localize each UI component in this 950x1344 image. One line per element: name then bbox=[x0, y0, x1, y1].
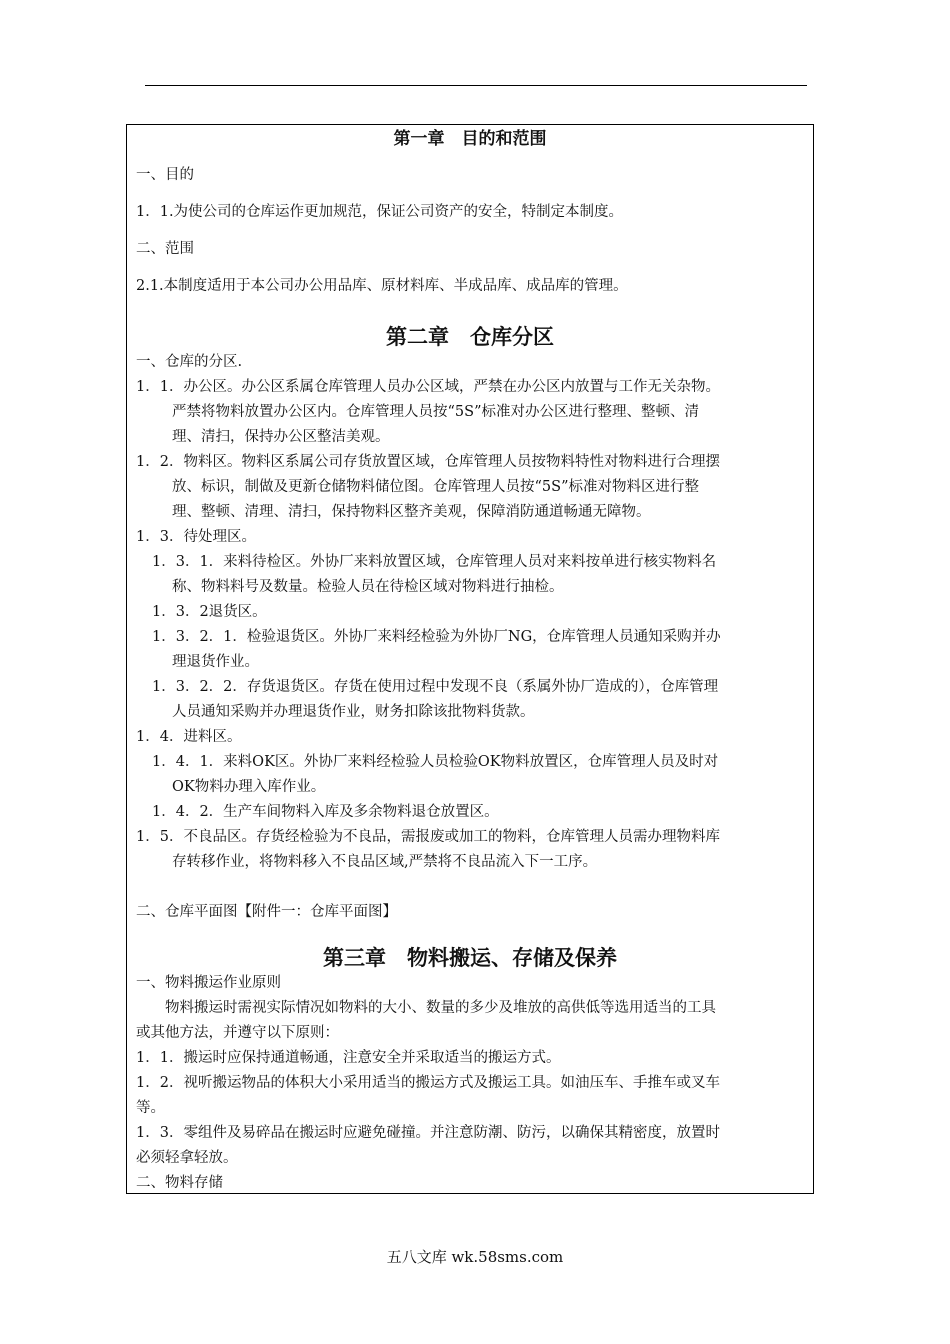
list-item: 1．3．2退货区。 bbox=[152, 604, 267, 620]
list-item: 1．3．2．2．存货退货区。存货在使用过程中发现不良（系属外协厂造成的），仓库管理 bbox=[152, 679, 719, 695]
section-heading: 一、物料搬运作业原则 bbox=[136, 975, 281, 991]
list-item: 1．3．待处理区。 bbox=[136, 529, 256, 545]
header-rule bbox=[145, 85, 807, 86]
list-item: 1．3．2．1．检验退货区。外协厂来料经检验为外协厂NG，仓库管理人员通知采购并办 bbox=[152, 629, 721, 645]
list-item-cont: 必须轻拿轻放。 bbox=[136, 1150, 238, 1166]
list-item: 1．5．不良品区。存货经检验为不良品，需报废或加工的物料，仓库管理人员需办理物料库 bbox=[136, 829, 720, 845]
section-heading: 二、物料存储 bbox=[136, 1175, 223, 1191]
section-heading: 一、目的 bbox=[136, 167, 194, 183]
list-item-cont: 人员通知采购并办理退货作业，财务扣除该批物料货款。 bbox=[172, 704, 535, 720]
list-item-cont: OK物料办理入库作业。 bbox=[172, 779, 326, 795]
section-heading: 二、仓库平面图【附件一：仓库平面图】 bbox=[136, 904, 397, 920]
chapter-1-title: 第一章 目的和范围 bbox=[393, 129, 547, 149]
list-item: 1．4．进料区。 bbox=[136, 729, 242, 745]
list-item: 1．2．视听搬运物品的体积大小采用适当的搬运方式及搬运工具。如油压车、手推车或叉车 bbox=[136, 1075, 720, 1091]
list-item: 1．1．搬运时应保持通道畅通，注意安全并采取适当的搬运方式。 bbox=[136, 1050, 561, 1066]
chapter-3-title: 第三章 物料搬运、存储及保养 bbox=[323, 946, 617, 970]
paragraph: 或其他方法，并遵守以下原则： bbox=[136, 1025, 339, 1041]
list-item: 1．3．1．来料待检区。外协厂来料放置区域，仓库管理人员对来料按单进行核实物料名 bbox=[152, 554, 717, 570]
list-item: 1．1．办公区。办公区系属仓库管理人员办公区域，严禁在办公区内放置与工作无关杂物。 bbox=[136, 379, 720, 395]
paragraph: 物料搬运时需视实际情况如物料的大小、数量的多少及堆放的高供低等选用适当的工具 bbox=[136, 1000, 716, 1016]
list-item: 1．4．1．来料OK区。外协厂来料经检验人员检验OK物料放置区，仓库管理人员及时对 bbox=[152, 754, 719, 770]
paragraph: 1．1.为使公司的仓库运作更加规范，保证公司资产的安全，特制定本制度。 bbox=[136, 204, 624, 220]
section-heading: 二、范围 bbox=[136, 241, 194, 257]
document-frame bbox=[126, 124, 814, 1194]
list-item: 1．4．2．生产车间物料入库及多余物料退仓放置区。 bbox=[152, 804, 499, 820]
list-item-cont: 理退货作业。 bbox=[172, 654, 259, 670]
chapter-2-title: 第二章 仓库分区 bbox=[386, 325, 554, 349]
list-item-cont: 存转移作业，将物料移入不良品区域,严禁将不良品流入下一工序。 bbox=[172, 854, 598, 870]
list-item-cont: 理、整顿、清理、清扫，保持物料区整齐美观，保障消防通道畅通无障物。 bbox=[172, 504, 651, 520]
list-item-cont: 理、清扫，保持办公区整洁美观。 bbox=[172, 429, 390, 445]
list-item-cont: 严禁将物料放置办公区内。仓库管理人员按“5S”标准对办公区进行整理、整顿、清 bbox=[172, 404, 699, 420]
paragraph: 2.1.本制度适用于本公司办公用品库、原材料库、半成品库、成品库的管理。 bbox=[136, 278, 628, 294]
list-item-cont: 等。 bbox=[136, 1100, 165, 1116]
footer-watermark: 五八文库 wk.58sms.com bbox=[386, 1248, 564, 1266]
list-item-cont: 称、物料料号及数量。检验人员在待检区域对物料进行抽检。 bbox=[172, 579, 564, 595]
section-heading: 一、仓库的分区. bbox=[136, 354, 243, 370]
list-item: 1．3．零组件及易碎品在搬运时应避免碰撞。并注意防潮、防污，以确保其精密度，放置时 bbox=[136, 1125, 720, 1141]
list-item: 1．2．物料区。物料区系属公司存货放置区域，仓库管理人员按物料特性对物料进行合理摆 bbox=[136, 454, 720, 470]
list-item-cont: 放、标识，制做及更新仓储物料储位图。仓库管理人员按“5S”标准对物料区进行整 bbox=[172, 479, 699, 495]
